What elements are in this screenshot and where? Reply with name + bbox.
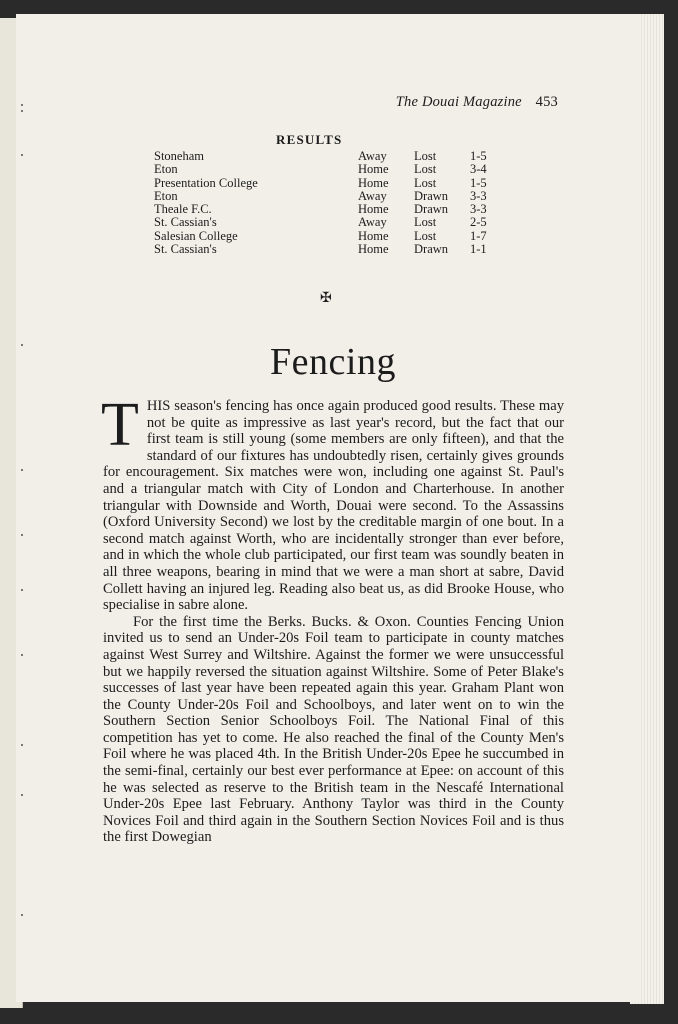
team-cell: St. Cassian's (154, 215, 217, 230)
venue-cell: Away (358, 215, 387, 230)
team-cell: Eton (154, 188, 178, 203)
score-cell: 1-7 (470, 228, 487, 243)
result-cell: Drawn (414, 242, 449, 257)
table-row (154, 203, 500, 216)
result-cell: Drawn (414, 202, 449, 217)
venue-cell: Home (358, 162, 389, 177)
table-row (154, 177, 500, 190)
result-cell: Drawn (414, 188, 449, 203)
table-row (154, 243, 500, 256)
score-cell: 3-4 (470, 162, 487, 177)
table-row (154, 190, 500, 203)
team-cell: Theale F.C. (154, 202, 212, 217)
results-table (154, 150, 500, 256)
score-cell: 3-3 (470, 188, 487, 203)
venue-cell: Home (358, 175, 389, 190)
team-cell: Salesian College (154, 228, 238, 243)
table-row (154, 230, 500, 243)
venue-cell: Home (358, 242, 389, 257)
result-cell: Lost (414, 228, 437, 243)
venue-cell: Home (358, 202, 389, 217)
cross-ornament-icon: ✠ (320, 291, 332, 306)
magazine-name: The Douai Magazine (395, 94, 522, 110)
score-cell: 1-5 (470, 149, 487, 163)
paragraph-2: For the first time the Berks. Bucks. & Oxon. Counties Fencing Union invited us to send an Under-20s Foil team to participate in county matches against West Surrey and Wiltshire. Against the former we were unsuccessful but we happily reversed the situation against Wiltshire. Some of Peter Blake's successes of last year have been repeated again this year. Graham Plant won the County Under-20s Foil and Schoolboys, and later went on to win the Southern Section Senior Schoolboys Foil. The National Final of this competition has yet to come. He also reached the final of the County Men's Foil where he was placed 4th. In the British Under-20s Epee he succumbed in the semi-final, certainly our best ever performance at Epee: on account of this he was selected as reserve to the British team in the Nescafé International Under-20s Epee last February. Anthony Taylor was third in the County Novices Foil and third again in the Southern Section Novices Foil and is thus the first Dowegian (103, 613, 564, 846)
result-cell: Lost (414, 149, 437, 163)
team-cell: Stoneham (154, 149, 204, 163)
results-heading: RESULTS (276, 132, 343, 147)
score-cell: 3-3 (470, 202, 487, 217)
paragraph-1-text: HIS season's fencing has once again produced good results. These may not be quite as impressive as last year's record, but the fact that our first team is still young (some members are only fifteen), and that the standard of our fixtures has undoubtedly risen, certainly gives grounds for encouragement. Six matches were won, including one against St. Paul's and a triangular match with City of London and Charterhouse. In another triangular with Downside and Worth, Douai were second. To the Assassins (Oxford University Second) we lost by the creditable margin of one bout. In a second match against Worth, who are incidentally stronger than ever before, and in which the whole club participated, our first team was soundly beaten in all three weapons, bearing in mind that we were a man short at sabre, David Collett having an injured leg. Reading also beat us, as did Brooke House, who specialise in sabre alone. (103, 398, 564, 614)
table-row (154, 216, 500, 229)
team-cell: Presentation College (154, 175, 258, 190)
table-row (154, 163, 500, 176)
table-row (154, 150, 500, 163)
venue-cell: Away (358, 188, 387, 203)
team-cell: St. Cassian's (154, 242, 217, 257)
score-cell: 2-5 (470, 215, 487, 230)
drop-cap: T (101, 391, 139, 459)
article-body (101, 391, 564, 846)
result-cell: Lost (414, 175, 437, 190)
running-header (396, 94, 558, 111)
venue-cell: Home (358, 228, 389, 243)
result-cell: Lost (414, 215, 437, 230)
venue-cell: Away (358, 149, 387, 163)
magazine-page (16, 14, 640, 1002)
team-cell: Eton (154, 162, 178, 177)
score-cell: 1-5 (470, 175, 487, 190)
result-cell: Lost (414, 162, 437, 177)
score-cell: 1-1 (470, 242, 487, 257)
paragraph-1 (101, 391, 564, 614)
page-number: 453 (535, 94, 558, 110)
article-title: Fencing (270, 341, 396, 383)
